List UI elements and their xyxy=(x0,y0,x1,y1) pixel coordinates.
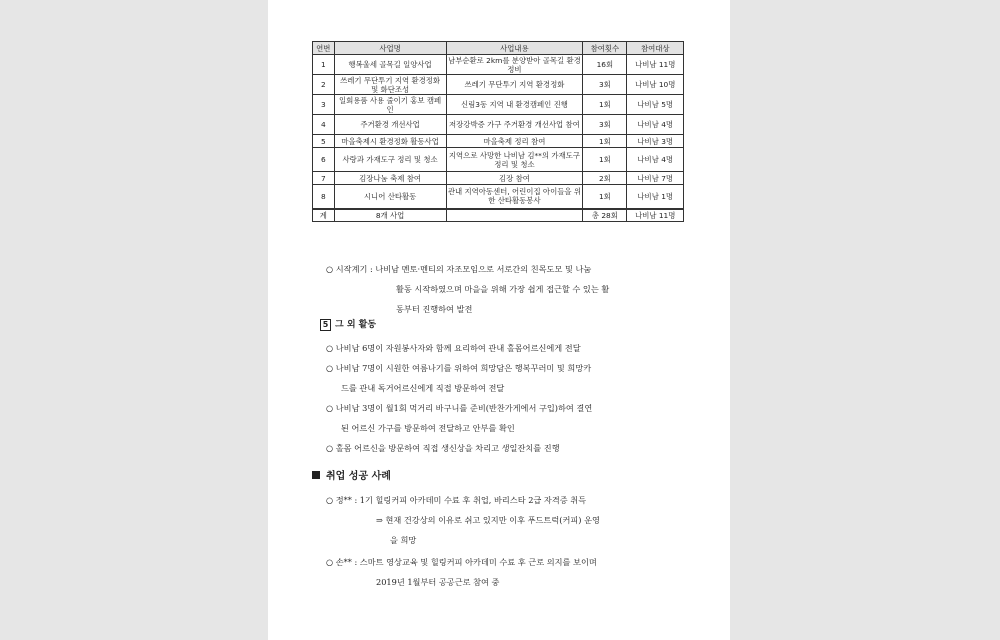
section-number: 5 xyxy=(320,319,331,331)
row-name: 사랑과 가재도구 정리 및 청소 xyxy=(334,148,446,172)
other-item: ○ 나비남 7명이 시원한 여름나기를 위하여 희망담은 행복꾸러미 및 희망카 xyxy=(326,363,592,373)
row-no: 2 xyxy=(313,75,335,95)
row-name: 행복울세 골목길 일양사업 xyxy=(334,55,446,75)
header-name: 사업명 xyxy=(334,42,446,55)
row-content: 쓰레기 무단투기 지역 환경정화 xyxy=(446,75,583,95)
row-target: 나비남 1명 xyxy=(627,185,684,209)
row-count: 2회 xyxy=(583,172,627,185)
row-no: 1 xyxy=(313,55,335,75)
header-no: 연번 xyxy=(313,42,335,55)
row-no: 8 xyxy=(313,185,335,209)
row-target: 나비남 5명 xyxy=(627,95,684,115)
row-count: 1회 xyxy=(583,185,627,209)
success-item: ○ 손** : 스마트 영상교육 및 힐링커피 아카데미 수료 후 근로 의지를 보이며 xyxy=(326,557,597,567)
other-item: 드를 관내 독거어르신에게 직접 방문하여 전달 xyxy=(341,383,505,393)
row-name: 김장나눔 축제 참여 xyxy=(334,172,446,185)
header-count: 참여횟수 xyxy=(583,42,627,55)
row-target: 나비남 7명 xyxy=(627,172,684,185)
row-name: 주거환경 개선사업 xyxy=(334,115,446,135)
header-target: 참여대상 xyxy=(627,42,684,55)
table-row xyxy=(313,172,684,185)
other-item: 된 어르신 가구를 방문하여 전달하고 안부를 확인 xyxy=(341,423,515,433)
other-activities-title: 그 외 활동 xyxy=(335,320,377,330)
table-row xyxy=(313,115,684,135)
other-activities-heading xyxy=(320,317,376,331)
row-content: 남부순환로 2km를 분양받아 골목길 환경정비 xyxy=(448,55,581,74)
row-content: 마을축제 정리 참여 xyxy=(446,135,583,148)
row-count: 3회 xyxy=(583,75,627,95)
row-name: 일회용품 사용 줄이기 홍보 캠페인 xyxy=(334,95,446,115)
motive-line-3: 동부터 진행하여 발전 xyxy=(396,304,473,314)
total-name: 8개 사업 xyxy=(334,209,446,222)
row-content: 저장강박증 가구 주거환경 개선사업 참여 xyxy=(446,115,583,135)
document-page xyxy=(268,0,730,640)
header-content: 사업내용 xyxy=(446,42,583,55)
table-header-row xyxy=(313,42,684,55)
motive-line-1: ○ 시작계기 : 나비남 멘토·멘티의 자조모임으로 서로간의 친목도모 및 나눔 xyxy=(326,264,592,274)
row-name: 시니어 산타활동 xyxy=(334,185,446,209)
row-count: 16회 xyxy=(583,55,627,75)
row-count: 1회 xyxy=(583,135,627,148)
total-content xyxy=(446,209,583,222)
table-row xyxy=(313,95,684,115)
row-content: 신림3동 지역 내 환경캠페인 진행 xyxy=(446,95,583,115)
row-name: 쓰레기 무단투기 지역 환경정화 및 화단조성 xyxy=(334,75,446,95)
row-no: 5 xyxy=(313,135,335,148)
table-row xyxy=(313,148,684,172)
row-no: 3 xyxy=(313,95,335,115)
row-content: 지역으로 사망한 나비남 김**의 가재도구 정리 및 청소 xyxy=(446,148,583,172)
table-row xyxy=(313,185,684,209)
row-content: 관내 지역아동센터, 어린이집 아이들을 위한 산타활동봉사 xyxy=(446,185,583,209)
total-target: 나비남 11명 xyxy=(627,209,684,222)
table-row xyxy=(313,55,684,75)
row-target: 나비남 4명 xyxy=(627,148,684,172)
activity-table xyxy=(312,41,684,222)
row-count: 1회 xyxy=(583,95,627,115)
row-target: 나비남 11명 xyxy=(627,55,684,75)
motive-line-2: 활동 시작하였으며 마을을 위해 가장 쉽게 접근할 수 있는 활 xyxy=(396,284,610,294)
total-count: 총 28회 xyxy=(583,209,627,222)
success-item: ⇒ 현재 건강상의 이유로 쉬고 있지만 이후 푸드트럭(커피) 운영 xyxy=(376,515,600,525)
total-no: 계 xyxy=(313,209,335,222)
row-count: 3회 xyxy=(583,115,627,135)
success-title: 취업 성공 사례 xyxy=(326,471,391,482)
success-item: 을 희망 xyxy=(390,535,417,545)
row-target: 나비남 10명 xyxy=(627,75,684,95)
success-item: ○ 정** : 1기 힐링커피 아카데미 수료 후 취업, 바리스타 2급 자격증 취득 xyxy=(326,495,587,505)
row-no: 6 xyxy=(313,148,335,172)
success-heading xyxy=(312,467,391,482)
other-item: ○ 나비남 3명이 월1회 먹거리 바구니를 준비(반찬가게에서 구입)하여 결연 xyxy=(326,403,593,413)
row-count: 1회 xyxy=(583,148,627,172)
row-target: 나비남 4명 xyxy=(627,115,684,135)
row-no: 4 xyxy=(313,115,335,135)
table-total-row xyxy=(313,209,684,222)
other-item: ○ 나비남 6명이 자원봉사자와 함께 요리하여 관내 홀몸어르신에게 전달 xyxy=(326,343,581,353)
table-row xyxy=(313,75,684,95)
square-bullet-icon xyxy=(312,471,320,479)
row-target: 나비남 3명 xyxy=(627,135,684,148)
row-name: 마을축제시 환경정화 활동사업 xyxy=(334,135,446,148)
other-item: ○ 홀몸 어르신을 방문하여 직접 생신상을 차리고 생일잔치를 진행 xyxy=(326,443,560,453)
row-no: 7 xyxy=(313,172,335,185)
success-item: 2019년 1월부터 공공근로 참여 중 xyxy=(376,577,500,587)
row-content: 김장 참여 xyxy=(446,172,583,185)
table-row xyxy=(313,135,684,148)
